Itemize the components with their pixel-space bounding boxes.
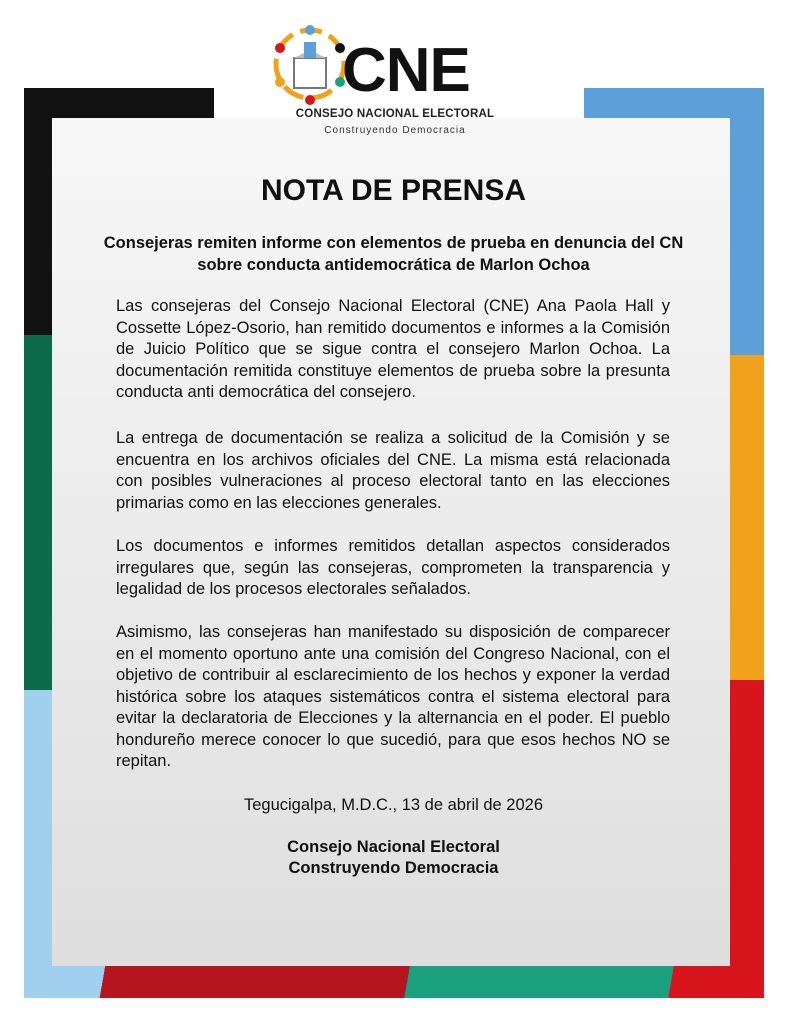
cne-logo (270, 22, 520, 150)
headline: Consejeras remiten informe con elementos de prueba en denuncia del CN sobre conducta antidemocrática de Marlon Ochoa (103, 234, 684, 274)
signature-line-2: Construyendo Democracia (288, 859, 499, 877)
logo-acronym: CNE (342, 36, 470, 105)
frame-right-blue-bar (728, 88, 764, 358)
frame-right-orange-bar (728, 355, 764, 685)
logo-tagline: Construyendo Democracia (324, 125, 466, 136)
paragraph-2: La entrega de documentación se realiza a solicitud de la Comisión y se encuentra en los archivos oficiales del CNE. La misma está relacionada con posibles vulneraciones al proceso electoral tanto en las elecciones primarias como en las elecciones generales. (116, 429, 670, 512)
paragraph-3: Los documentos e informes remitidos detallan aspectos considerados irregulares que, según las consejeras, comprometen la transparencia y legalidad de los procesos electorales señalados. (116, 537, 670, 598)
date-line: Tegucigalpa, M.D.C., 13 de abril de 2026 (243, 796, 543, 814)
paragraph-4: Asimismo, las consejeras han manifestado su disposición de comparecer en el momento oportuno ante una comisión del Congreso Nacional, con el objetivo de contribuir al esclarecimiento de los hechos y exponer la verdad histórica sobre los ataques sistemáticos contra el sistema electoral para evitar la declaratoria de Elecciones y la alternancia en el poder. El pueblo hondureño merece conocer lo que sucedió, para que esos hechos NO se repitan. (116, 623, 670, 770)
ballot-box-people-icon (270, 22, 350, 108)
frame-bottom-stripe (24, 966, 764, 998)
logo-institution-name: CONSEJO NACIONAL ELECTORAL (295, 108, 495, 120)
frame-top-black-bar (24, 88, 214, 118)
page-title: NOTA DE PRENSA (260, 174, 527, 207)
paragraph-1: Las consejeras del Consejo Nacional Electoral (CNE) Ana Paola Hall y Cossette López-Osorio, han remitido documentos e informes a la Comisión de Juicio Político que se sigue contra el consejero Marlon Ochoa. La documentación remitida constituye elementos de prueba sobre la presunta conducta anti democrática del consejero. (116, 297, 670, 401)
signature-line-1: Consejo Nacional Electoral (287, 838, 500, 856)
